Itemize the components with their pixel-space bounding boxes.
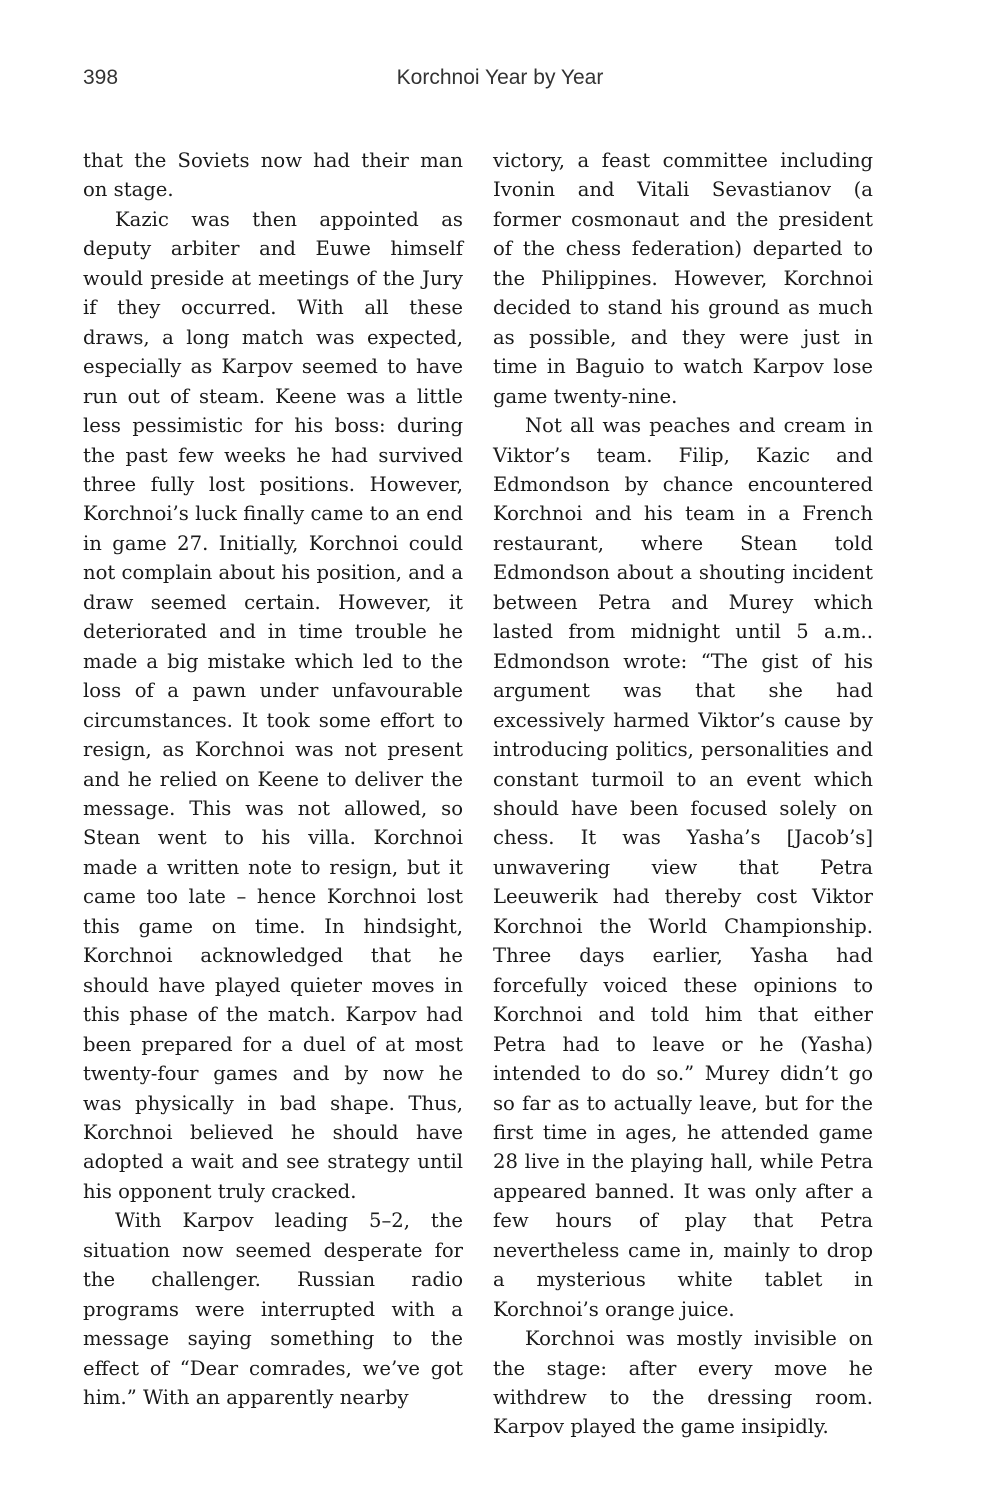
paragraph: With Karpov leading 5–2, the situation now seemed desperate for the challenger. Russian radio programs were interrupted with a message saying something to the effect of “Dear comrades, we’ve got him.” With an apparently nearby [83, 1209, 463, 1410]
right-column [493, 146, 873, 1442]
paragraph: that the Soviets now had their man on stage. [83, 149, 463, 202]
paragraph: Not all was peaches and cream in Viktor’s team. Filip, Kazic and Edmondson by chance encountered Korchnoi and his team in a French restaurant, where Stean told Edmondson about a shouting incident between Petra and Murey which lasted from midnight until 5 a.m.. Edmondson wrote: “The gist of his argument was that she had excessively harmed Viktor’s cause by introducing politics, personalities and constant turmoil to an event which should have been focused solely on chess. It was Yasha’s [Jacob’s] unwavering view that Petra Leeuwerik had thereby cost Viktor Korchnoi the World Championship. Three days earlier, Yasha had forcefully voiced these opinions to Korchnoi and told him that either Petra had to leave or he (Yasha) intended to do so.” Murey didn’t go so far as to actually leave, but for the first time in ages, he attended game 28 live in the playing hall, while Petra appeared banned. It was only after a few hours of play that Petra nevertheless came in, mainly to drop a mysterious white tablet in Korchnoi’s orange juice. [493, 414, 873, 1321]
paragraph: Kazic was then appointed as deputy arbiter and Euwe himself would preside at meetings of the Jury if they occurred. With all these draws, a long match was expected, especially as Karpov seemed to have run out of steam. Keene was a little less pessimistic for his boss: during the past few weeks he had survived three fully lost positions. However, Korchnoi’s luck finally came to an end in game 27. Initially, Korchnoi could not complain about his position, and a draw seemed certain. However, it deteriorated and in time trouble he made a big mistake which led to the loss of a pawn under unfavourable circumstances. It took some effort to resign, as Korchnoi was not present and he relied on Keene to deliver the message. This was not allowed, so Stean went to his villa. Korchnoi made a written note to resign, but it came too late – hence Korchnoi lost this game on time. In hindsight, Korchnoi acknowledged that he should have played quieter moves in this phase of the match. Karpov had been prepared for a duel of at most twenty-four games and by now he was physically in bad shape. Thus, Korchnoi believed he should have adopted a wait and see strategy until his opponent truly cracked. [83, 207, 463, 1203]
paragraph: Korchnoi was mostly invisible on the stage: after every move he withdrew to the dressing room. Karpov played the game insipidly. [493, 1327, 873, 1439]
running-head: Korchnoi Year by Year [396, 66, 604, 89]
left-column [83, 146, 463, 1412]
paragraph: victory, a feast committee including Ivonin and Vitali Sevastianov (a former cosmonaut and the president of the chess federation) departed to the Philippines. However, Korchnoi decided to stand his ground as much as possible, and they were just in time in Baguio to watch Karpov lose game twenty-nine. [493, 149, 873, 408]
page-number: 398 [83, 66, 119, 89]
